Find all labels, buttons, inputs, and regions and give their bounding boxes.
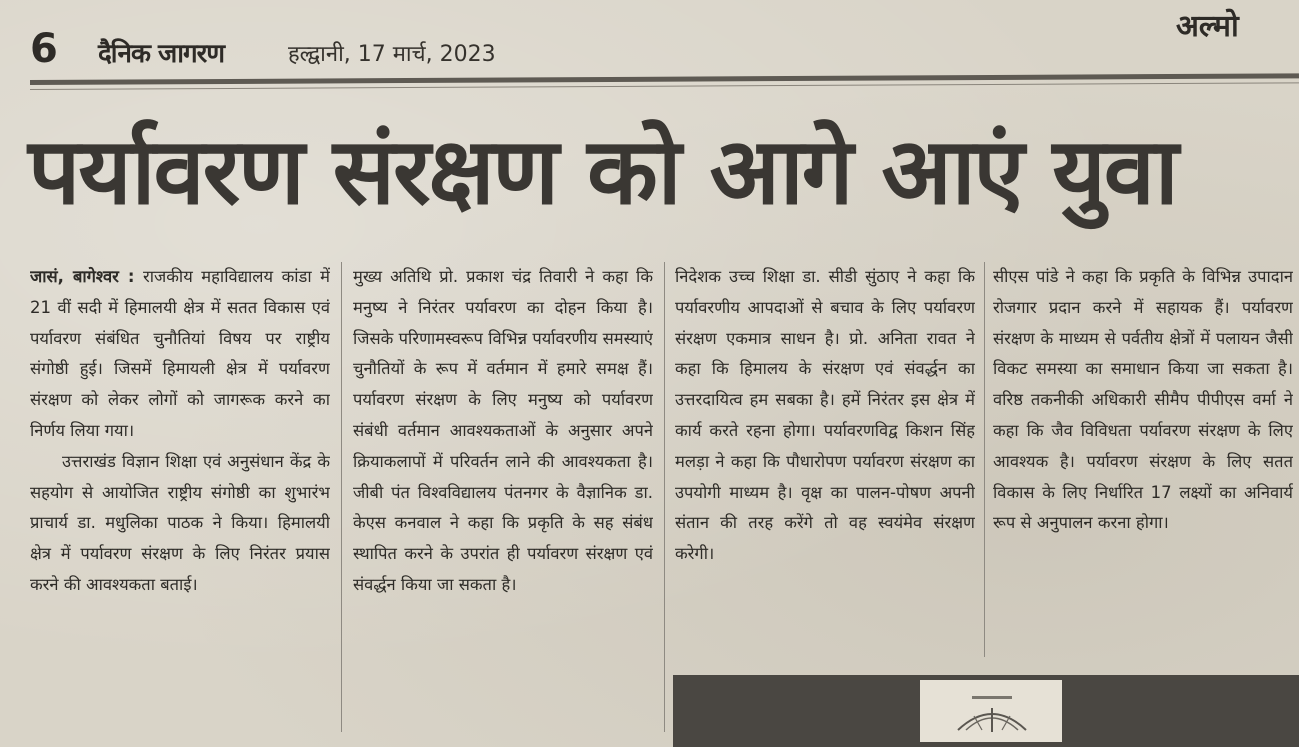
article-paragraph: मुख्य अतिथि प्रो. प्रकाश चंद्र तिवारी ने कहा कि मनुष्य ने निरंतर पर्यावरण का दोहन किया है। जिसके परिणामस्वरूप विभिन्न पर्यावरणीय समस्याएं चुनौतियों के रूप में वर्तमान में हमारे समक्ष हैं। पर्यावरण संरक्षण के लिए मनुष्य को पर्यावरण संबंधी वर्तमान आवश्यकताओं के अनुसार अपने क्रियाकलापों में परिवर्तन लाने की आवश्यकता है। जीबी पंत विश्वविद्यालय पंतनगर के वैज्ञानिक डा. केएस कनवाल ने कहा कि प्रकृति के सह संबंध स्थापित करने के उपरांत ही पर्यावरण संरक्षण एवं संवर्द्धन किया जा सकता है।: [353, 267, 653, 594]
emblem-icon: [952, 690, 1032, 736]
article-paragraph: सीएस पांडे ने कहा कि प्रकृति के विभिन्न उपादान रोजगार प्रदान करने में सहायक हैं। पर्यावरण संरक्षण के माध्यम से पर्वतीय क्षेत्रों में पलायन जैसी विकट समस्या का समाधान किया जा सकता है। वरिष्ठ तकनीकी अधिकारी सीमैप पीपीएस वर्मा ने कहा कि जैव विविधता पर्यावरण संरक्षण के लिए आवश्यक है। पर्यावरण संरक्षण के लिए सतत विकास के लिए निर्धारित 17 लक्ष्यों का अनिवार्य रूप से अनुपालन करना होगा।: [993, 267, 1293, 533]
column-divider: [984, 262, 985, 657]
edition-label: अल्मो: [1176, 9, 1239, 44]
article-headline: पर्यावरण संरक्षण को आगे आएं युवा: [28, 118, 1177, 225]
article-paragraph: निदेशक उच्च शिक्षा डा. सीडी सुंठाए ने कहा कि पर्यावरणीय आपदाओं से बचाव के लिए पर्यावरण संरक्षण एकमात्र साधन है। प्रो. अनिता रावत ने कहा कि हिमालय के संरक्षण एवं संवर्द्धन का उत्तरदायित्व हम सबका है। हमें निरंतर इस क्षेत्र में कार्य करते रहना होगा। पर्यावरणविद्व किशन सिंह मलड़ा ने कहा कि पौधारोपण पर्यावरण संरक्षण का उपयोगी माध्यम है। वृक्ष का पालन-पोषण अपनी संतान की तरह करेंगे तो वह स्वयंमेव संरक्षण करेगी।: [675, 267, 975, 564]
page-number: 6: [30, 26, 58, 72]
article-column-2: [353, 262, 653, 732]
article-column-4: [993, 262, 1293, 657]
newspaper-name: दैनिक जागरण: [98, 39, 225, 69]
column-divider: [341, 262, 342, 732]
column-divider: [664, 262, 665, 732]
article-column-1: [30, 262, 330, 732]
paragraph-text: राजकीय महाविद्यालय कांडा में 21 वीं सदी में हिमालयी क्षेत्र में सतत विकास एवं पर्यावरण संबंधित चुनौतियां विषय पर राष्ट्रीय संगोष्ठी हुई। जिसमें हिमायली क्षेत्र में पर्यावरण संरक्षण को लेकर लोगों को जागरूक करने का निर्णय लिया गया।: [30, 267, 330, 440]
article-paragraph: [30, 262, 330, 447]
article-column-3: [675, 262, 975, 657]
dateline: हल्द्वानी, 17 मार्च, 2023: [288, 42, 496, 67]
article-paragraph: उत्तराखंड विज्ञान शिक्षा एवं अनुसंधान केंद्र के सहयोग से आयोजित राष्ट्रीय संगोष्ठी का शुभारंभ प्राचार्य डा. मधुलिका पाठक ने किया। हिमालयी क्षेत्र में पर्यावरण संरक्षण के लिए निरंतर प्रयास करने की आवश्यकता बताई।: [30, 451, 330, 594]
byline: जासं, बागेश्वर :: [30, 267, 135, 286]
